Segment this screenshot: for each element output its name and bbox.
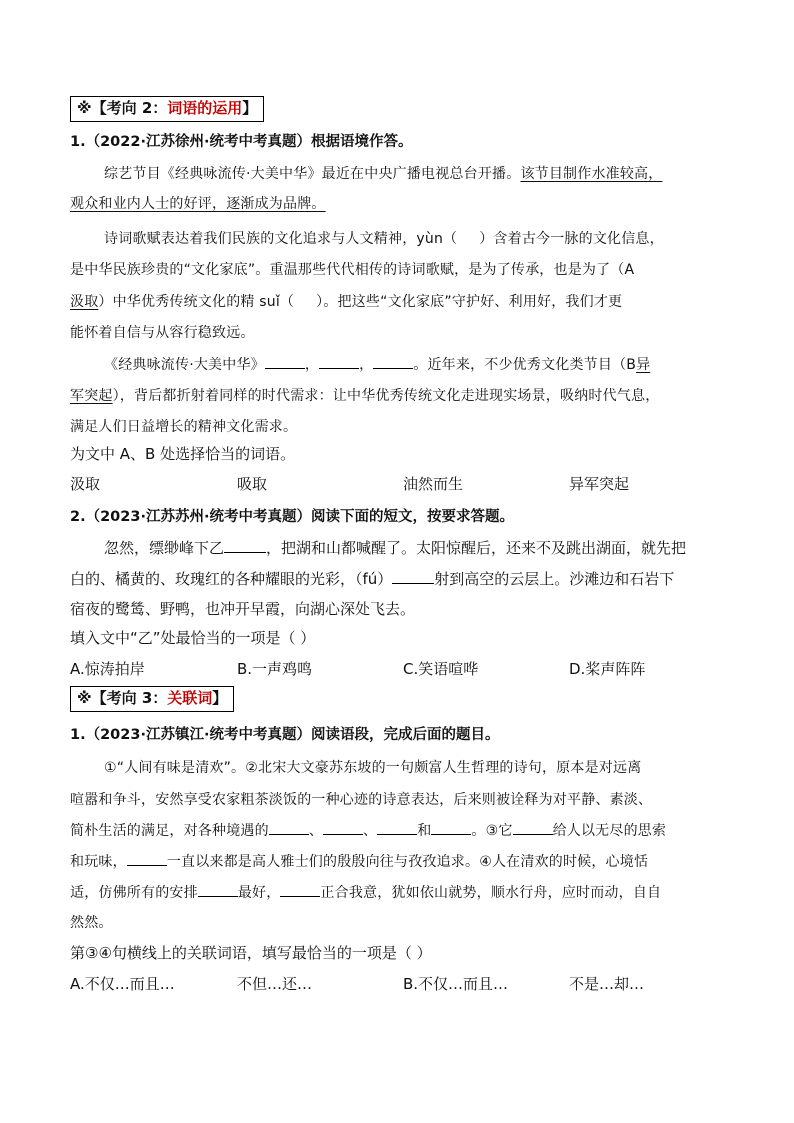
q1-answer-A-underlined: 汲取	[70, 294, 99, 310]
q1-text: ）。把这些“文化家底”守护好、利用好，我们才更	[316, 294, 623, 310]
q3-text: 一直以来都是高人雅士们的殷殷向往与孜孜追求。④人在清欢的时候，心境恬	[166, 854, 649, 870]
q3-line2: 喧嚣和争斗，安然享受农家粗茶淡饭的一种心迹的诗意表达，后来则被诠释为对平静、素淡、	[70, 792, 653, 808]
q3-text: 。③它	[471, 823, 513, 839]
q1-para3-line3: 满足人们日益增长的精神文化需求。	[70, 419, 298, 435]
section-marker: ※【	[77, 99, 107, 117]
q1-text: 《经典咏流传·大美中华》	[104, 357, 265, 373]
q2-text: 忽然，缥缈峰下乙	[104, 539, 225, 557]
q3-text: 和玩味，	[70, 854, 127, 870]
q1-para2-line4: 能怀着自信与从容行稳致远。	[70, 325, 255, 341]
q1-option-2[interactable]: 吸取	[237, 475, 268, 493]
q3-text: 正合我意，犹如依山就势，顺水行舟，应时而动，自自	[320, 885, 662, 901]
q2-prompt: 填入文中“乙”处最恰当的一项是（ ）	[70, 629, 316, 647]
q1-para3-line2	[70, 385, 659, 405]
q2-line2	[70, 568, 674, 589]
fill-blank[interactable]	[323, 821, 363, 835]
q1-para2-line1	[104, 228, 664, 248]
q2-option-C[interactable]: C.笑语喧哗	[403, 660, 479, 678]
q3-text: 适，仿佛所有的安排	[70, 885, 198, 901]
section-close: 】	[242, 99, 258, 117]
fill-blank[interactable]	[377, 821, 417, 835]
q1-para2-line2: 是中华民族珍贵的“文化家底”。重温那些代代相传的诗词歌赋，是为了传承，也是为了（A	[70, 262, 635, 278]
q3-line5	[70, 882, 661, 902]
q1-text: ，	[359, 357, 374, 373]
q3-prompt: 第③④句横线上的关联词语，填写最恰当的一项是（ ）	[70, 944, 432, 962]
q3-line3	[70, 820, 666, 840]
q1-answer-B-underlined: 军突起	[70, 388, 113, 404]
q2-line3: 宿夜的鹭鸶、野鸭，也冲开早霞，向湖心深处飞去。	[70, 600, 416, 618]
q1-para1-underlined: 该节目制作水准较高，	[520, 166, 663, 182]
section-marker: ※【	[77, 689, 107, 707]
q1-text: ），背后都折射着同样的时代需求：让中华优秀传统文化走进现实场景，吸纳时代气息，	[112, 388, 660, 404]
q3-text: 给人以无尽的思索	[552, 823, 667, 839]
q3-line6: 然然。	[70, 915, 113, 931]
q1-option-1[interactable]: 汲取	[70, 475, 101, 493]
q3-option-B[interactable]: B.不仅…而且…	[403, 975, 509, 993]
fill-blank[interactable]	[198, 883, 238, 897]
q3-option-A-alt[interactable]: 不但…还…	[237, 975, 313, 993]
q1-para1-line2: 观众和业内人士的好评，逐渐成为品牌。	[70, 196, 326, 212]
section-header-3	[70, 686, 234, 712]
fill-blank[interactable]	[431, 821, 471, 835]
q1-text: ）中华优秀传统文化的精 suǐ（	[98, 294, 295, 310]
q1-option-3[interactable]: 油然而生	[403, 475, 464, 493]
q2-option-B[interactable]: B.一声鸡鸣	[237, 660, 313, 678]
q1-option-4[interactable]: 异军突起	[569, 475, 630, 493]
q3-line4	[70, 851, 648, 871]
q3-option-A[interactable]: A.不仅…而且…	[70, 975, 175, 993]
q1-instruction: 为文中 A、B 处选择恰当的词语。	[70, 445, 296, 463]
section-title: 词语的运用	[167, 99, 243, 117]
q1-text: ，	[304, 357, 320, 373]
section-label: 考向 3：	[106, 689, 168, 707]
q2-text: 射到高空的云层上。沙滩边和石岩下	[434, 570, 675, 588]
question-3-heading: 1.（2023·江苏镇江·统考中考真题）阅读语段，完成后面的题目。	[70, 727, 500, 743]
q1-para3-line1	[104, 354, 650, 374]
question-2-heading: 2.（2023·江苏苏州·统考中考真题）阅读下面的短文，按要求答题。	[70, 509, 514, 525]
q1-para1-text: 综艺节目《经典咏流传·大美中华》最近在中央广播电视总台开播。	[104, 166, 521, 182]
q1-para2-line3	[70, 291, 622, 311]
q3-text: 简朴生活的满足，对各种境遇的	[70, 823, 269, 839]
q2-option-D[interactable]: D.桨声阵阵	[569, 660, 646, 678]
q2-line1	[104, 537, 686, 558]
question-1-heading: 1.（2022·江苏徐州·统考中考真题）根据语境作答。	[70, 134, 413, 150]
fill-blank[interactable]	[280, 883, 320, 897]
q3-text: 、	[308, 823, 324, 839]
q1-answer-B-underlined: 异	[636, 357, 651, 373]
section-header-2	[70, 96, 264, 122]
fill-blank[interactable]	[269, 821, 309, 835]
q1-para1-line1	[104, 163, 662, 183]
fill-blank[interactable]	[127, 852, 167, 866]
q2-text: 白的、橘黄的、玫瑰红的各种耀眼的光彩，（fú）	[70, 570, 393, 588]
q1-text: 。近年来，不少优秀文化类节目（B	[413, 357, 637, 373]
q3-text: 、	[363, 823, 378, 839]
q2-option-A[interactable]: A.惊涛拍岸	[70, 660, 145, 678]
section-close: 】	[212, 689, 228, 707]
q2-text: ，把湖和山都喊醒了。太阳惊醒后，还来不及跳出湖面，就先把	[266, 539, 687, 557]
q3-text: 和	[417, 823, 432, 839]
q1-text: 诗词歌赋表达着我们民族的文化追求与人文精神，yùn（	[104, 231, 458, 247]
q1-text: ）含着古今一脉的文化信息，	[479, 231, 664, 247]
q3-text: 最好，	[237, 885, 281, 901]
fill-blank[interactable]	[319, 355, 359, 369]
section-label: 考向 2：	[106, 99, 168, 117]
fill-blank[interactable]	[373, 355, 413, 369]
section-title: 关联词	[167, 689, 213, 707]
q3-line1: ①“人间有味是清欢”。②北宋大文豪苏东坡的一句颇富人生哲理的诗句，原本是对远离	[104, 760, 642, 776]
fill-blank[interactable]	[513, 821, 553, 835]
fill-blank[interactable]	[265, 355, 305, 369]
fill-blank[interactable]	[392, 570, 434, 584]
q3-option-B-alt[interactable]: 不是…却…	[569, 975, 645, 993]
fill-blank[interactable]	[224, 539, 266, 553]
